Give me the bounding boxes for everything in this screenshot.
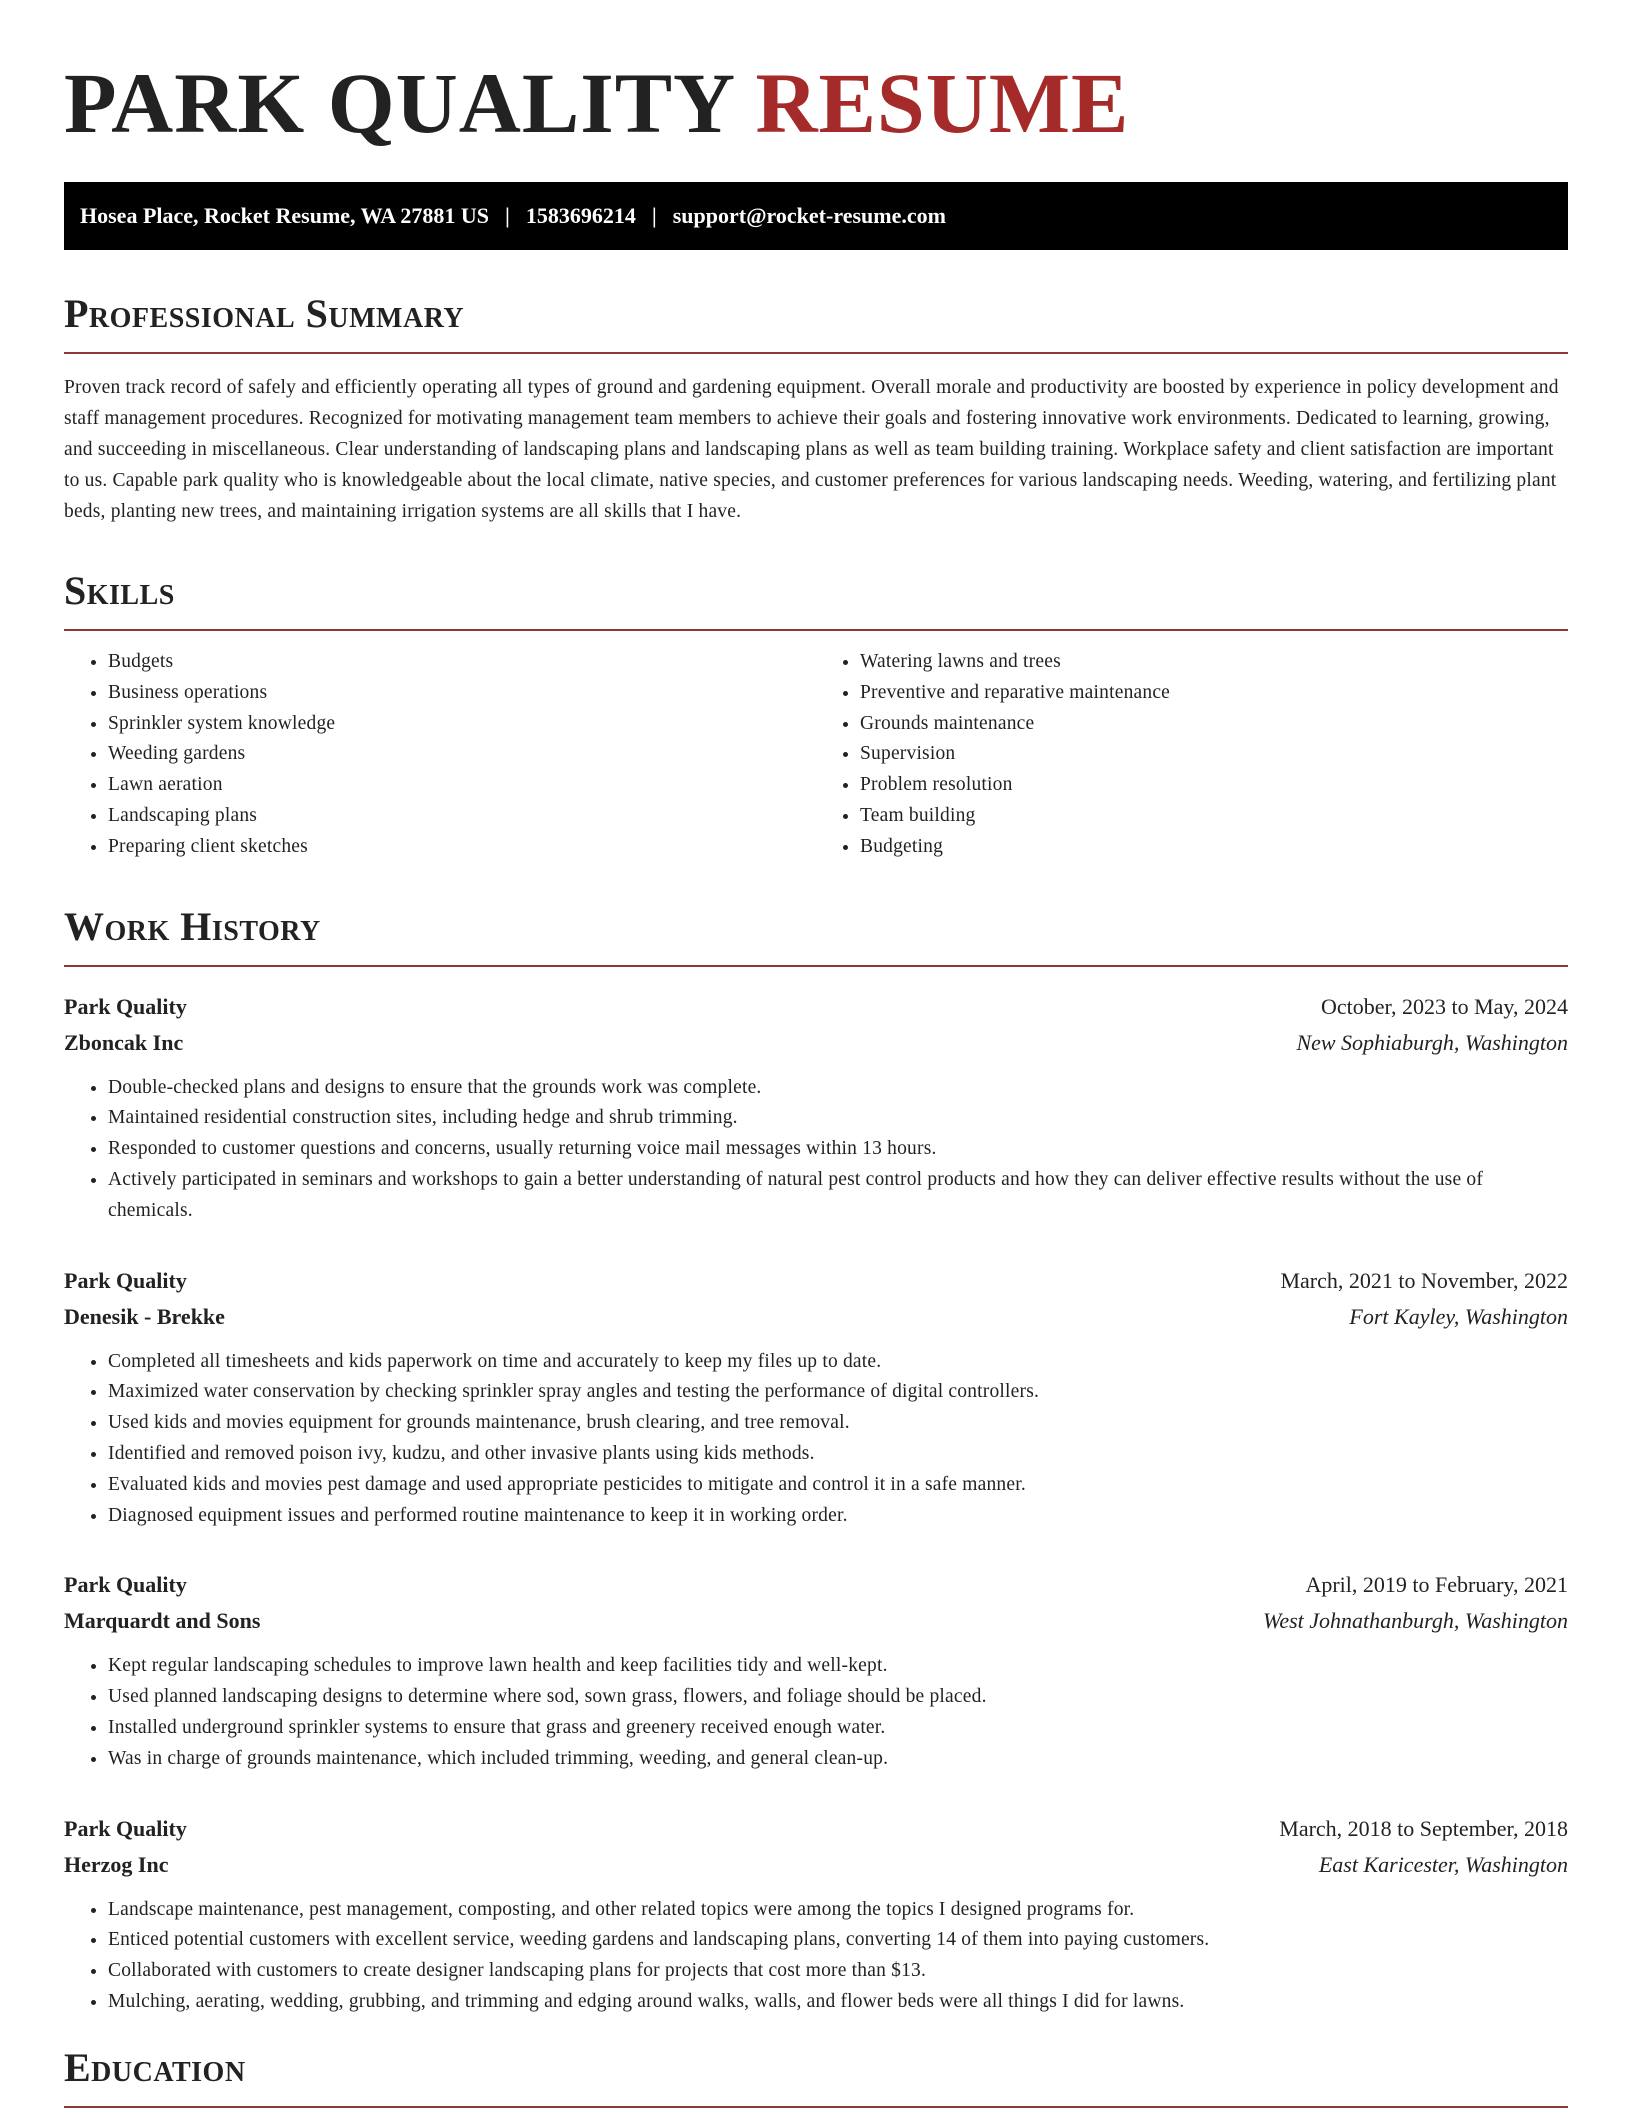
job-dates: March, 2021 to November, 2022 [1280,1267,1568,1293]
job-title: Park Quality [64,1572,187,1598]
resume-name-heading [64,52,1568,151]
job-location: New Sophiaburgh, Washington [1296,1029,1568,1055]
contact-phone: 1583696214 [525,203,636,228]
job-header-row [64,1811,1568,1847]
job-header-row [64,989,1568,1025]
job-company: Marquardt and Sons [64,1608,261,1634]
skill-item: • Team building [860,801,1568,832]
section-divider [64,2106,1568,2108]
job-entry [64,989,1568,1227]
job-bullet: • Identified and removed poison ivy, kudzu, and other invasive plants using kids methods. [108,1439,1568,1470]
job-bullet: • Mulching, aerating, wedding, grubbing, and trimming and edging around walks, walls, and flower beds were all things I did for lawns. [108,1987,1568,2018]
job-header-row [64,1263,1568,1299]
skills-list-right [816,647,1568,863]
job-dates: October, 2023 to May, 2024 [1321,993,1568,1019]
summary-section [64,292,1568,527]
summary-text: Proven track record of safely and efficiently operating all types of ground and gardening equipment. Overall morale and productivity are boosted by experience in policy development and staff management procedures. Recognized for motivating management team members to achieve their goals and fostering innovative work environments. Dedicated to learning, growing, and succeeding in miscellaneous. Clear understanding of landscaping plans and landscaping plans as well as team building training. Workplace safety and client satisfaction are important to us. Capable park quality who is knowledgeable about the local climate, native species, and customer preferences for various landscaping needs. Weeding, watering, and fertilizing plant beds, planting new trees, and maintaining irrigation systems are all skills that I have. [64,377,1559,522]
job-bullet: • Used kids and movies equipment for grounds maintenance, brush clearing, and tree removal. [108,1408,1568,1439]
skills-columns [64,647,1568,863]
job-entry [64,1263,1568,1532]
skill-item: • Preparing client sketches [108,832,816,863]
job-bullet: • Kept regular landscaping schedules to improve lawn health and keep facilities tidy and well-kept. [108,1651,1568,1682]
job-bullets [64,1347,1568,1532]
skill-item: • Weeding gardens [108,739,816,770]
section-divider [64,965,1568,967]
first-name: PARK QUALITY [64,55,733,151]
skill-item: • Grounds maintenance [860,709,1568,740]
job-bullets [64,1651,1568,1774]
job-bullet: • Evaluated kids and movies pest damage and used appropriate pesticides to mitigate and control it in a safe manner. [108,1470,1568,1501]
section-title-summary: Professional Summary [64,291,465,336]
job-title: Park Quality [64,1267,187,1293]
work-history-section [64,905,1568,2018]
skill-item: • Supervision [860,739,1568,770]
contact-bar [64,182,1568,250]
job-bullet: • Landscape maintenance, pest management, composting, and other related topics were among the topics I designed programs for. [108,1895,1568,1926]
job-bullet: • Completed all timesheets and kids paperwork on time and accurately to keep my files up to date. [108,1347,1568,1378]
job-title: Park Quality [64,1815,187,1841]
skills-list-left [64,647,816,863]
section-title-work-history: Work History [64,903,321,949]
skill-item: • Budgeting [860,832,1568,863]
job-bullet: • Maintained residential construction sites, including hedge and shrub trimming. [108,1103,1568,1134]
job-location: Fort Kayley, Washington [1349,1303,1568,1329]
job-company-row [64,1299,1568,1335]
job-company: Denesik - Brekke [64,1303,225,1329]
education-section [64,2046,1568,2108]
job-company: Zboncak Inc [64,1029,184,1055]
contact-separator: | [651,203,657,228]
contact-separator: | [505,203,510,228]
resume-page [64,52,1568,2108]
section-title-skills: Skills [64,568,175,613]
section-title-education: Education [64,2044,246,2090]
skill-item: • Problem resolution [860,770,1568,801]
job-header-row [64,1567,1568,1603]
section-divider [64,352,1568,354]
skill-item: • Preventive and reparative maintenance [860,678,1568,709]
job-bullet: • Maximized water conservation by checking sprinkler spray angles and testing the performance of digital controllers. [108,1377,1568,1408]
job-bullet: • Installed underground sprinkler systems to ensure that grass and greenery received enough water. [108,1713,1568,1744]
job-bullets [64,1895,1568,2018]
contact-address: Hosea Place, Rocket Resume, WA 27881 US [80,203,489,228]
job-company-row [64,1025,1568,1061]
job-bullet: • Enticed potential customers with excellent service, weeding gardens and landscaping plans, converting 14 of them into paying customers. [108,1925,1568,1956]
skill-item: • Lawn aeration [108,770,816,801]
job-bullet: • Diagnosed equipment issues and performed routine maintenance to keep it in working order. [108,1501,1568,1532]
skills-section [64,569,1568,863]
job-entry [64,1567,1568,1774]
job-bullet: • Actively participated in seminars and workshops to gain a better understanding of natural pest control products and how they can deliver effective results without the use of chemicals. [108,1165,1568,1227]
job-bullet: • Responded to customer questions and concerns, usually returning voice mail messages within 13 hours. [108,1134,1568,1165]
job-location: East Karicester, Washington [1318,1851,1568,1877]
skill-item: • Sprinkler system knowledge [108,709,816,740]
section-divider [64,629,1568,631]
job-dates: April, 2019 to February, 2021 [1305,1572,1568,1598]
skill-item: • Landscaping plans [108,801,816,832]
job-bullet: • Collaborated with customers to create designer landscaping plans for projects that cost more than $13. [108,1956,1568,1987]
job-company-row [64,1603,1568,1639]
job-title: Park Quality [64,993,187,1019]
job-location: West Johnathanburgh, Washington [1263,1608,1568,1634]
job-dates: March, 2018 to September, 2018 [1279,1815,1568,1841]
skill-item: • Business operations [108,678,816,709]
job-entry [64,1811,1568,2018]
job-bullet: • Double-checked plans and designs to ensure that the grounds work was complete. [108,1073,1568,1104]
contact-email[interactable]: support@rocket-resume.com [672,203,946,228]
skill-item: • Watering lawns and trees [860,647,1568,678]
job-bullets [64,1073,1568,1227]
job-bullet: • Used planned landscaping designs to determine where sod, sown grass, flowers, and foliage should be placed. [108,1682,1568,1713]
skill-item: • Budgets [108,647,816,678]
last-name: RESUME [755,55,1130,151]
job-company: Herzog Inc [64,1851,169,1877]
job-company-row [64,1847,1568,1883]
job-bullet: • Was in charge of grounds maintenance, which included trimming, weeding, and general clean-up. [108,1744,1568,1775]
